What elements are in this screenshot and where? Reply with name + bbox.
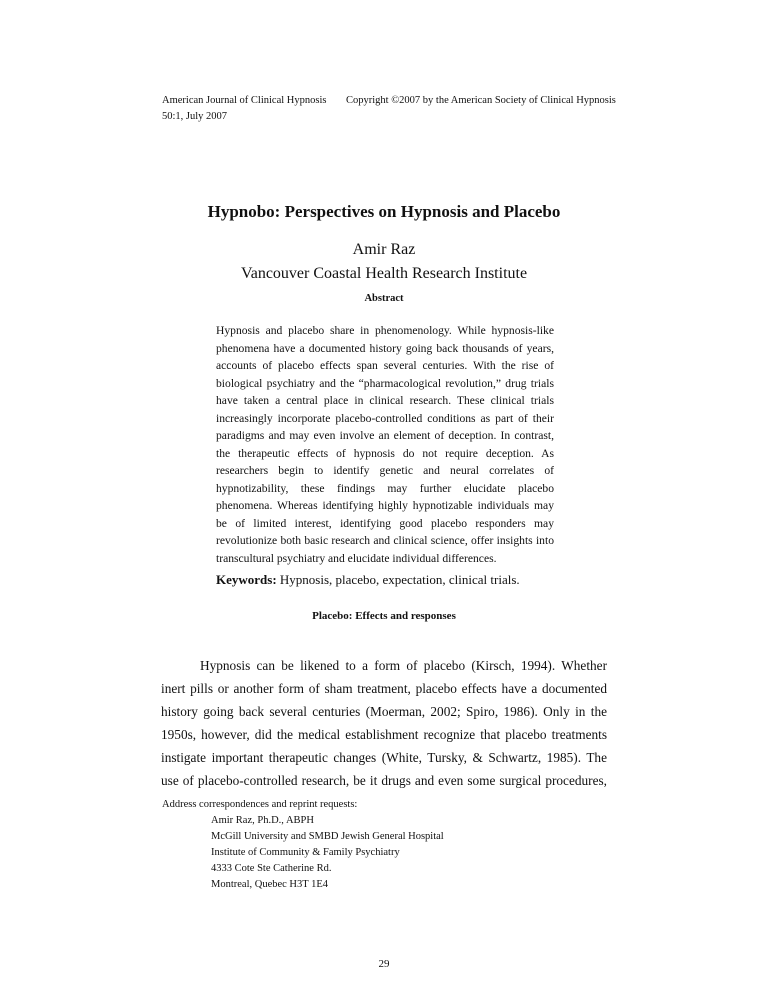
author-name: Amir Raz — [352, 241, 416, 258]
abstract-line: revolutionize both basic research and clinical science, offer insights into — [216, 534, 554, 547]
page-number: 29 — [378, 958, 390, 970]
abstract-line: phenomena. Whereas identifying highly hypnotizable individuals may — [216, 499, 554, 512]
address-line: McGill University and SMBD Jewish General Hospital — [211, 831, 444, 842]
author-affiliation: Vancouver Coastal Health Research Institute — [240, 265, 528, 282]
keywords-text: Hypnosis, placebo, expectation, clinical trials. — [276, 572, 520, 587]
abstract-line: increasingly incorporate placebo-controlled conditions as part of their — [216, 411, 554, 425]
address-line: Montreal, Quebec H3T 1E4 — [211, 879, 329, 890]
body-line: instigate important therapeutic changes (White, Tursky, & Schwartz, 1985). The — [161, 750, 607, 765]
journal-issue: 50:1, July 2007 — [162, 111, 228, 122]
abstract-line: biological psychiatry and the “pharmacological revolution,” drug trials — [216, 376, 554, 390]
copyright-notice: Copyright ©2007 by the American Society of Clinical Hypnosis — [346, 95, 616, 106]
body-line: use of placebo-controlled research, be it drugs and even some surgical procedures, — [161, 773, 607, 788]
address-line: Institute of Community & Family Psychiatry — [211, 847, 400, 858]
abstract-line: accounts of placebo effects span several centuries. With the rise of — [216, 359, 554, 372]
body-line: Hypnosis can be likened to a form of placebo (Kirsch, 1994). Whether — [200, 658, 607, 673]
abstract-line: transcultural psychiatry and elucidate individual differences. — [216, 551, 497, 565]
address-line: 4333 Cote Ste Catherine Rd. — [211, 863, 332, 874]
body-line: history going back several centuries (Moerman, 2002; Spiro, 1986). Only in the — [161, 704, 607, 719]
correspondence-address — [162, 797, 444, 893]
article-title: Hypnobo: Perspectives on Hypnosis and Placebo — [207, 202, 561, 221]
abstract-line: be of limited interest, identifying good placebo responders may — [216, 516, 554, 530]
journal-name: American Journal of Clinical Hypnosis — [162, 95, 327, 106]
abstract-heading: Abstract — [364, 293, 404, 304]
abstract-line: the therapeutic effects of hypnosis do not require deception. As — [216, 446, 554, 460]
keywords-label: Keywords: — [216, 572, 277, 587]
section-heading: Placebo: Effects and responses — [312, 610, 456, 622]
abstract-line: hypnotizability, these findings may further elucidate placebo — [216, 481, 554, 495]
abstract-line: Hypnosis and placebo share in phenomenology. While hypnosis-like — [216, 324, 554, 337]
abstract-line: have taken a central place in clinical research. These clinical trials — [216, 394, 554, 407]
body-line: inert pills or another form of sham treatment, placebo effects have a documented — [161, 681, 607, 696]
author-block — [0, 238, 768, 286]
body-line: 1950s, however, did the medical establishment recognize that placebo treatments — [161, 727, 607, 742]
keywords — [216, 572, 520, 588]
address-line: Amir Raz, Ph.D., ABPH — [211, 815, 314, 826]
address-label: Address correspondences and reprint requests: — [162, 799, 358, 810]
abstract-line: phenomena have a documented history going back thousands of years, — [216, 341, 554, 355]
body-paragraph — [161, 654, 607, 792]
journal-header — [162, 93, 326, 125]
abstract-line: paradigms and may even involve an element of deception. In contrast, — [216, 429, 554, 442]
abstract-line: researchers begin to identify genetic and neural correlates of — [216, 464, 554, 477]
abstract-text — [216, 322, 554, 567]
